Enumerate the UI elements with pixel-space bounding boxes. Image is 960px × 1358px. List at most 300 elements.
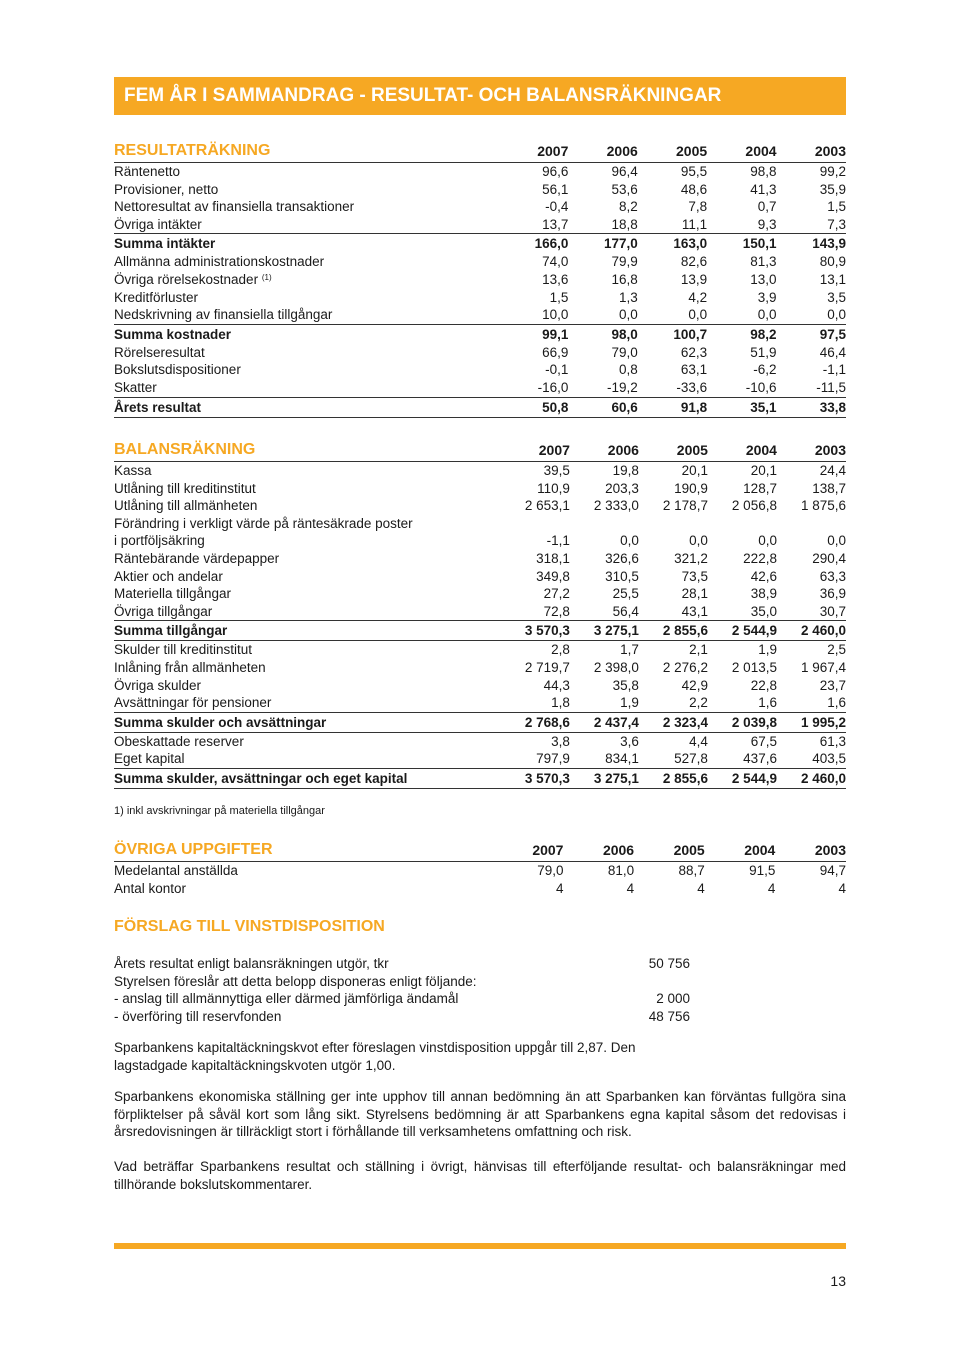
row-value	[570, 515, 639, 533]
row-value: 1,6	[708, 694, 777, 712]
table-row	[114, 677, 846, 695]
row-value: 35,0	[708, 603, 777, 621]
row-value: 56,4	[570, 603, 639, 621]
row-label-text: Skatter	[114, 379, 157, 395]
row-label-text: Antal kontor	[114, 880, 187, 896]
row-value: 100,7	[673, 326, 708, 342]
row-value: 1 967,4	[800, 659, 846, 675]
row-value: 11,1	[638, 216, 707, 234]
table-row	[114, 462, 846, 480]
row-value: 62,3	[680, 344, 708, 360]
row-label-text: Summa skulder och avsättningar	[114, 714, 327, 730]
table-row	[114, 659, 846, 677]
row-value: 0,7	[757, 199, 777, 215]
row-value: 50,8	[499, 397, 568, 417]
row-value: 33,8	[777, 397, 846, 417]
table-row	[114, 568, 846, 586]
row-value: 81,0	[607, 863, 635, 878]
row-label-text: Kassa	[114, 463, 152, 478]
row-value: 66,9	[542, 344, 569, 360]
row-value: 166,0	[534, 236, 569, 252]
table-row	[114, 497, 846, 515]
row-value: 94,7	[819, 863, 846, 878]
table-row	[114, 515, 846, 533]
row-value: 81,3	[750, 254, 777, 270]
disposition-label: - överföring till reservfonden	[114, 1008, 282, 1024]
row-value: 0,0	[758, 533, 777, 549]
row-label	[114, 659, 501, 677]
row-label-text: Kreditförluster	[114, 289, 199, 305]
row-label	[114, 768, 501, 788]
row-value: 0,0	[777, 306, 846, 324]
row-label-text: Bokslutsdispositioner	[114, 362, 241, 378]
row-value: -6,2	[753, 362, 777, 378]
page-title: FEM ÅR I SAMMANDRAG - RESULTAT- OCH BALANSRÄKNINGAR	[114, 77, 846, 115]
row-value: 1,9	[570, 694, 639, 712]
table-row	[114, 712, 846, 732]
row-value: 79,0	[537, 863, 564, 878]
row-value: -19,2	[568, 379, 637, 397]
row-label	[114, 181, 499, 199]
table-row	[114, 641, 846, 659]
disposition-label: - anslag till allmännyttiga eller därmed jämförliga ändamål	[114, 991, 459, 1007]
disposition-label: Styrelsen föreslår att detta belopp disponeras enligt följande:	[114, 973, 477, 989]
year-header: 2003	[777, 140, 846, 163]
disposition-value: 48 756	[648, 1008, 690, 1024]
row-value: -33,6	[638, 379, 707, 397]
row-value: 3 275,1	[570, 768, 639, 788]
row-value: 1,8	[501, 694, 570, 712]
row-value: 41,3	[750, 181, 777, 197]
row-value: 326,6	[605, 550, 639, 566]
row-value: 1,9	[758, 642, 777, 658]
disposition-label: Årets resultat enligt balansräkningen utgör, tkr	[114, 956, 389, 971]
row-value: 163,0	[673, 236, 708, 252]
row-value: 18,8	[568, 216, 637, 234]
year-header: 2006	[563, 839, 634, 862]
row-value: 98,2	[750, 326, 777, 342]
row-value: 9,3	[707, 216, 776, 234]
row-value: 4	[555, 880, 564, 896]
disposition-value: 2 000	[656, 991, 690, 1007]
row-value: 46,4	[819, 344, 846, 360]
row-label	[114, 289, 499, 307]
table-row	[114, 361, 846, 379]
year-header: 2007	[493, 839, 564, 862]
row-label	[114, 497, 501, 515]
row-value: 3 570,3	[501, 768, 570, 788]
row-label	[114, 732, 501, 750]
row-value: 4	[838, 880, 846, 896]
row-value: 3 570,3	[501, 621, 570, 641]
table-row	[114, 585, 846, 603]
row-value: 0,0	[827, 533, 846, 549]
row-value: 2 039,8	[708, 712, 777, 732]
table-row	[114, 163, 846, 181]
table-row	[114, 694, 846, 712]
year-header: 2005	[639, 439, 708, 462]
disposition-heading: FÖRSLAG TILL VINSTDISPOSITION	[114, 918, 385, 935]
row-value: 3 275,1	[570, 621, 639, 641]
row-value: 61,3	[819, 733, 846, 749]
row-label	[114, 253, 499, 271]
footer-bar	[114, 1243, 846, 1249]
year-header: 2007	[499, 140, 568, 163]
table-row	[114, 732, 846, 750]
table-row	[114, 216, 846, 234]
table-row	[114, 344, 846, 362]
row-label	[114, 324, 499, 344]
row-value: 2,5	[827, 642, 846, 658]
row-value: 74,0	[542, 254, 569, 270]
row-label-text: Utlåning till allmänheten	[114, 498, 258, 514]
row-label-text: Förändring i verkligt värde på räntesäkrade poster	[114, 515, 413, 531]
row-label	[114, 603, 501, 621]
row-value: 99,2	[819, 164, 846, 179]
row-value: 99,1	[542, 326, 569, 342]
row-value: 203,3	[605, 480, 639, 496]
year-header: 2006	[570, 439, 639, 462]
row-value: 24,4	[819, 463, 846, 478]
row-value: 1,6	[777, 694, 846, 712]
row-value: 222,8	[743, 550, 777, 566]
row-value: 72,8	[501, 603, 570, 621]
row-label	[114, 712, 501, 732]
row-value: 2 544,9	[708, 621, 777, 641]
row-label	[114, 641, 501, 659]
row-label	[114, 515, 501, 533]
row-value: 4	[697, 880, 705, 896]
row-label	[114, 880, 493, 898]
row-value: -16,0	[499, 379, 568, 397]
row-value: 2 460,0	[777, 768, 846, 788]
row-value: 13,0	[750, 271, 777, 287]
row-label	[114, 550, 501, 568]
table-row	[114, 880, 846, 898]
row-value: 4,4	[689, 733, 708, 749]
row-value: 13,9	[680, 271, 708, 287]
row-value: 1,5	[827, 199, 846, 215]
row-value: 38,9	[750, 586, 777, 602]
row-label-text: Aktier och andelar	[114, 568, 223, 584]
table-row	[114, 271, 846, 289]
row-label-text: Summa tillgångar	[114, 623, 228, 639]
row-value: 36,9	[819, 586, 846, 602]
row-label-text: Utlåning till kreditinstitut	[114, 480, 256, 496]
row-value: 23,7	[819, 677, 846, 693]
row-label-text: i portföljsäkring	[114, 533, 205, 549]
row-value: 56,1	[542, 181, 569, 197]
year-header: 2005	[638, 140, 707, 163]
disposition-row	[114, 955, 690, 973]
row-value: 797,9	[501, 750, 570, 768]
row-label	[114, 532, 501, 550]
row-label	[114, 397, 499, 417]
table-row	[114, 253, 846, 271]
row-value: 22,8	[750, 677, 777, 693]
row-label-text: Räntebärande värdepapper	[114, 550, 280, 566]
row-value: 1,7	[620, 642, 639, 658]
row-value: 67,5	[750, 733, 777, 749]
row-value: 2 544,9	[708, 768, 777, 788]
row-value: 2 719,7	[524, 659, 570, 675]
row-label-text: Summa kostnader	[114, 326, 232, 342]
row-value: 2 653,1	[524, 498, 570, 514]
row-label-text: Obeskattade reserver	[114, 733, 244, 749]
table-row	[114, 379, 846, 397]
paragraph-capital-ratio	[114, 1039, 846, 1074]
disposition-list	[114, 955, 690, 1025]
row-label-text: Övriga rörelsekostnader	[114, 271, 259, 287]
row-value: 2 276,2	[662, 659, 708, 675]
row-label	[114, 621, 501, 641]
row-value: 834,1	[570, 750, 639, 768]
row-label	[114, 677, 501, 695]
row-value: 20,1	[681, 463, 708, 478]
row-value: 138,7	[812, 480, 846, 496]
row-value: 60,6	[568, 397, 637, 417]
disposition-value	[574, 973, 690, 991]
disposition-row	[114, 973, 690, 991]
row-value: 2,1	[689, 642, 708, 658]
row-value	[501, 515, 570, 533]
row-value: 13,7	[499, 216, 568, 234]
row-value: 8,2	[619, 199, 638, 215]
row-label	[114, 234, 499, 254]
row-value: 0,0	[568, 306, 637, 324]
table-header	[114, 140, 846, 163]
row-label	[114, 198, 499, 216]
row-label-text: Provisioner, netto	[114, 181, 219, 197]
row-value: 177,0	[603, 236, 638, 252]
paragraph-text: Sparbankens kapitaltäckningskvot efter föreslagen vinstdisposition uppgår till 2,87. Den lagstadgade kapitaltäckningskvoten utgör 1,00.	[114, 1040, 636, 1073]
row-value: 2 323,4	[639, 712, 708, 732]
row-value: 190,9	[674, 480, 708, 496]
row-value: 3,9	[757, 289, 777, 305]
row-value: 25,5	[612, 586, 639, 602]
row-label	[114, 216, 499, 234]
row-value: 2 013,5	[731, 659, 777, 675]
row-label-text: Rörelseresultat	[114, 344, 205, 360]
table-header	[114, 439, 846, 462]
row-value: 0,0	[707, 306, 776, 324]
row-value: 63,1	[680, 362, 708, 378]
row-value: 20,1	[750, 463, 777, 478]
table-row	[114, 480, 846, 498]
row-value: 63,3	[819, 568, 846, 584]
row-value: 88,7	[678, 863, 705, 878]
year-header: 2003	[775, 839, 846, 862]
row-label-text: Eget kapital	[114, 751, 185, 767]
row-value: 1 995,2	[777, 712, 846, 732]
table-row	[114, 397, 846, 417]
row-label-text: Nedskrivning av finansiella tillgångar	[114, 307, 333, 323]
row-value: 1,5	[549, 289, 569, 305]
section-heading: BALANSRÄKNING	[114, 439, 501, 462]
row-value: 2 768,6	[501, 712, 570, 732]
table-row	[114, 550, 846, 568]
row-value: 39,5	[543, 463, 570, 478]
section-heading: RESULTATRÄKNING	[114, 140, 499, 163]
income-statement	[114, 140, 846, 418]
row-label	[114, 462, 501, 480]
row-value: -0,4	[545, 199, 569, 215]
footnote-marker: (1)	[261, 272, 272, 282]
row-value: 35,1	[707, 397, 776, 417]
row-label-text: Allmänna administrationskostnader	[114, 254, 325, 270]
balance-sheet	[114, 439, 846, 789]
row-value: 2 437,4	[570, 712, 639, 732]
row-label-text: Summa intäkter	[114, 236, 216, 252]
row-label	[114, 694, 501, 712]
row-value	[639, 515, 708, 533]
row-label-text: Inlåning från allmänheten	[114, 659, 266, 675]
row-value: 143,9	[812, 236, 846, 252]
year-header: 2007	[501, 439, 570, 462]
row-value: 2 398,0	[593, 659, 639, 675]
row-value: 13,6	[542, 271, 569, 287]
row-label-text: Övriga tillgångar	[114, 603, 213, 619]
row-value: -10,6	[707, 379, 776, 397]
row-value: 98,0	[611, 326, 638, 342]
row-value: 91,5	[749, 863, 776, 878]
row-value: 53,6	[611, 181, 638, 197]
row-value: 318,1	[536, 550, 570, 566]
row-value: 3,8	[551, 733, 570, 749]
row-label-text: Summa skulder, avsättningar och eget kapital	[114, 770, 408, 786]
row-value: 73,5	[681, 568, 708, 584]
table-row	[114, 289, 846, 307]
row-value: 403,5	[777, 750, 846, 768]
row-label	[114, 361, 499, 379]
row-value: 290,4	[812, 550, 846, 566]
table-header	[114, 839, 846, 862]
row-value: 310,5	[605, 568, 639, 584]
row-value: 82,6	[680, 254, 708, 270]
row-label-text: Medelantal anställda	[114, 863, 238, 878]
row-label-text: Nettoresultat av finansiella transaktioner	[114, 199, 355, 215]
row-value: 44,3	[543, 677, 570, 693]
row-label-text: Årets resultat	[114, 399, 202, 415]
row-value: 349,8	[536, 568, 570, 584]
row-value: 110,9	[537, 480, 570, 496]
row-value: 27,2	[543, 586, 570, 602]
row-value: 4	[626, 880, 635, 896]
year-header: 2004	[708, 439, 777, 462]
table-row	[114, 306, 846, 324]
row-value: 2 333,0	[593, 498, 639, 514]
year-header: 2005	[634, 839, 705, 862]
row-value: 1,3	[619, 289, 638, 305]
year-header: 2004	[707, 140, 776, 163]
row-value: 2 855,6	[639, 621, 708, 641]
paragraph-reference: Vad beträffar Sparbankens resultat och ställning i övrigt, hänvisas till efterföljande resultat- och balansräkningar med tillhörande bokslutskommentarer.	[114, 1159, 846, 1192]
row-label-text: Räntenetto	[114, 164, 181, 179]
year-header: 2003	[777, 439, 846, 462]
row-value: 2 460,0	[777, 621, 846, 641]
row-value: 437,6	[708, 750, 777, 768]
row-value: 7,8	[688, 199, 708, 215]
row-value: 13,1	[819, 271, 846, 287]
row-label-text: Skulder till kreditinstitut	[114, 642, 253, 658]
footnote: 1) inkl avskrivningar på materiella tillgångar	[114, 805, 325, 817]
row-value: 1 875,6	[800, 498, 846, 514]
row-value	[777, 515, 846, 533]
row-label-text: Materiella tillgångar	[114, 586, 232, 602]
row-value: 98,8	[750, 164, 777, 179]
row-value: 4	[767, 880, 776, 896]
paragraph-financial-position: Sparbankens ekonomiska ställning ger inte upphov till annan bedömning än att Sparbanken kan förväntas fullgöra sina förpliktelser på såväl kort som lång sikt. Styrelsens bedömning är att Sparbankens egna kapital såsom det redovisas i årsredovisningen är tillräckligt stort i förhållande till verksamhetens omfattning och risk.	[114, 1089, 846, 1140]
row-label	[114, 480, 501, 498]
row-value: -0,1	[545, 362, 569, 378]
other-info	[114, 839, 846, 897]
row-label-text: Avsättningar för pensioner	[114, 695, 272, 711]
row-label	[114, 306, 499, 324]
row-value: 91,8	[638, 397, 707, 417]
row-label	[114, 344, 499, 362]
table-row	[114, 198, 846, 216]
row-value: 2,2	[639, 694, 708, 712]
table-row	[114, 768, 846, 788]
row-label	[114, 750, 501, 768]
table-row	[114, 621, 846, 641]
table-row	[114, 181, 846, 199]
row-value: -1,1	[822, 362, 846, 378]
row-value: 0,0	[638, 306, 707, 324]
row-value: 7,3	[777, 216, 846, 234]
row-value: 0,0	[689, 533, 708, 549]
row-value: -11,5	[777, 379, 846, 397]
row-value: 97,5	[819, 326, 846, 342]
row-value: 2,8	[551, 642, 570, 658]
table-row	[114, 324, 846, 344]
row-value: 51,9	[750, 344, 777, 360]
row-value: 3,5	[827, 289, 846, 305]
row-value: 80,9	[819, 254, 846, 270]
row-label	[114, 271, 499, 289]
row-value: 16,8	[611, 271, 638, 287]
row-value: 35,9	[819, 181, 846, 197]
row-value: 128,7	[743, 480, 777, 496]
row-label-text: Övriga skulder	[114, 677, 202, 693]
row-value: 527,8	[639, 750, 708, 768]
row-value: 30,7	[777, 603, 846, 621]
row-value: 48,6	[680, 181, 708, 197]
disposition-row	[114, 990, 690, 1008]
row-value: 150,1	[742, 236, 777, 252]
year-header: 2006	[568, 140, 637, 163]
table-row	[114, 603, 846, 621]
row-value: 321,2	[674, 550, 708, 566]
row-value: 2 056,8	[731, 498, 777, 514]
row-value: 2 178,7	[662, 498, 708, 514]
row-label	[114, 862, 493, 880]
row-value: 3,6	[620, 733, 639, 749]
table-row	[114, 532, 846, 550]
row-value: 4,2	[688, 289, 708, 305]
section-heading: ÖVRIGA UPPGIFTER	[114, 839, 493, 862]
row-value: 43,1	[639, 603, 708, 621]
row-value: 79,0	[611, 344, 638, 360]
row-value: -1,1	[546, 533, 570, 549]
row-value: 28,1	[681, 586, 708, 602]
row-value: 0,0	[620, 533, 639, 549]
row-value: 2 855,6	[639, 768, 708, 788]
table-row	[114, 234, 846, 254]
disposition-row	[114, 1008, 690, 1026]
page-number: 13	[830, 1273, 846, 1289]
row-value: 42,9	[681, 677, 708, 693]
